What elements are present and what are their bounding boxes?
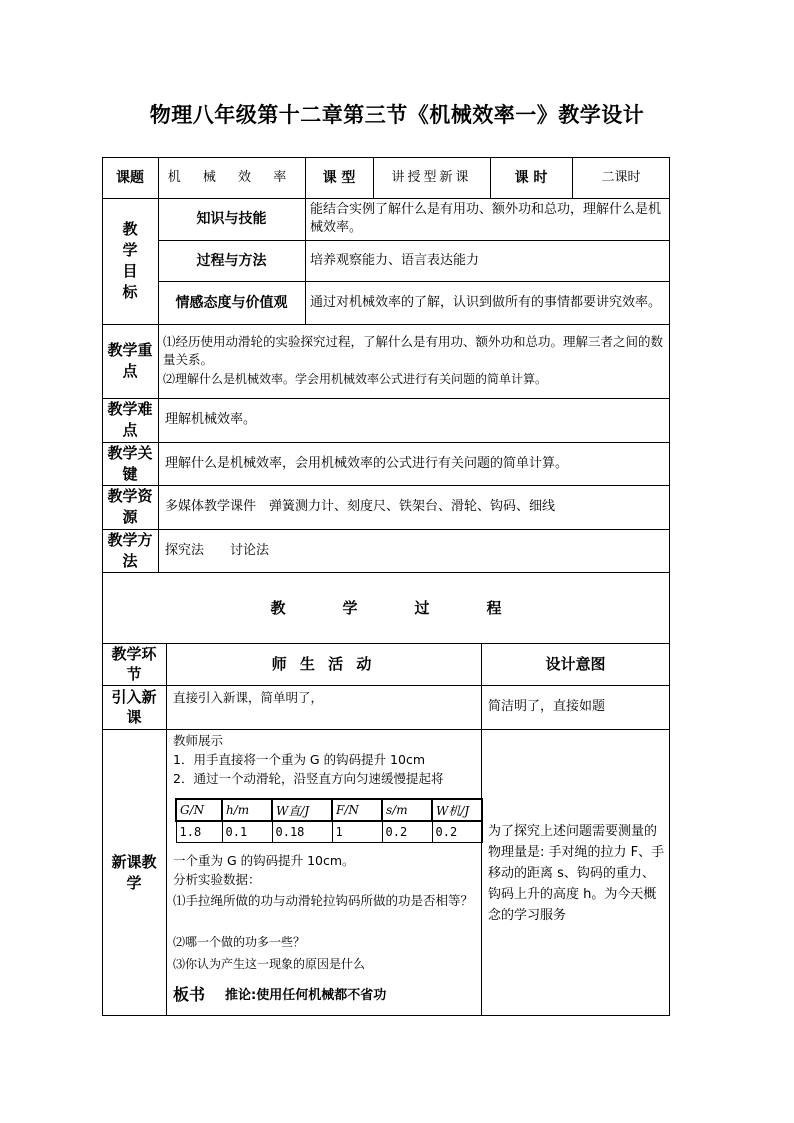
topic-value: 机 械 效 率: [167, 169, 296, 185]
table-header-row: [176, 799, 482, 821]
key-point-2: ⑵理解什么是机械效率。学会用机械效率公式进行有关问题的简单计算。: [163, 372, 548, 386]
experiment-data-table: [175, 798, 483, 843]
table-cell: 0.1: [222, 821, 272, 843]
rule: [102, 324, 670, 325]
objective-name: 情感态度与价值观: [175, 294, 288, 311]
question-2: ⑵哪一个做的功多一些？: [173, 935, 306, 949]
rule: [305, 198, 306, 324]
lesson-line: 分析实验数据：: [173, 872, 261, 887]
resources-text: 多媒体教学课件 弹簧测力计、刻度尺、铁架台、滑轮、钩码、细线: [165, 499, 556, 514]
objective-text: 通过对机械效率的了解，认识到做所有的事情都要讲究效率。: [310, 294, 662, 310]
table-cell: 0.2: [432, 821, 482, 843]
question-3: ⑶你认为产生这一现象的原因是什么: [173, 957, 366, 971]
process-heading: [102, 572, 670, 643]
type-value: 讲授型新课: [391, 169, 472, 185]
process-heading-char: 教: [270, 598, 286, 617]
process-heading-char: 程: [486, 598, 502, 617]
intro-activity: 直接引入新课，简单明了，: [173, 690, 324, 705]
difficulty-text: 理解机械效率。: [165, 412, 257, 427]
intro-intent: 简洁明了，直接如题: [488, 699, 606, 714]
objectives-label-cell: [102, 198, 158, 324]
new-lesson-intent: 为了探究上述问题需要测量的物理量是: 手对绳的拉力 F、手移动的距离 s、钩码的重力、钩码上升的高度 h。为今天概念的学习服务: [488, 824, 665, 923]
topic-label: 课题: [116, 169, 144, 186]
lesson-line: 一个重为 G 的钩码提升 10cm。: [173, 853, 355, 868]
table-cell: 0.2: [382, 821, 432, 843]
objective-name: 知识与技能: [196, 211, 267, 227]
new-lesson-stage: 新课教学: [111, 852, 157, 892]
table-cell: 1.8: [176, 821, 222, 843]
crux-label: 教学关键: [107, 443, 153, 483]
type-label: 课 型: [322, 169, 356, 186]
crux-text: 理解什么是机械效率，会用机械效率的公式进行有关问题的简单计算。: [165, 455, 569, 471]
board-text: 推论:使用任何机械都不省功: [225, 988, 387, 1003]
objective-name: 过程与方法: [196, 252, 267, 269]
table-header-cell: F/N: [332, 799, 382, 821]
intent-header: 设计意图: [545, 655, 606, 673]
rule: [102, 729, 670, 730]
intro-stage: 引入新课: [111, 688, 157, 726]
table-header-cell: W直/J: [272, 799, 332, 821]
table-row: [176, 821, 482, 843]
resources-label: 教学资源: [107, 487, 153, 526]
lesson-line: 教师展示: [173, 733, 224, 748]
rule: [166, 643, 167, 1016]
process-heading-char: 学: [342, 598, 358, 617]
hours-label: 课 时: [514, 169, 548, 186]
methods-label: 教学方法: [107, 530, 153, 570]
objective-text: 培养观察能力、语言表达能力: [310, 252, 480, 268]
lesson-line: 2．通过一个动滑轮，沿竖直方向匀速缓慢提起将: [173, 771, 444, 786]
objectives-label: 教学目标: [122, 220, 138, 301]
table-cell: 0.18: [272, 821, 332, 843]
lesson-line: 1．用手直接将一个重为 G 的钩码提升 10cm: [173, 752, 426, 767]
process-heading-char: 过: [414, 598, 430, 617]
table-cell: 1: [332, 821, 382, 843]
table-header-cell: W机/J: [432, 799, 482, 821]
activity-header: 师 生 活 动: [271, 655, 376, 673]
board-label: 板书: [173, 985, 206, 1004]
table-header-cell: h/m: [222, 799, 272, 821]
hours-value: 二课时: [601, 169, 641, 185]
objective-text: 能结合实例了解什么是有用功、额外功和总功，理解什么是机械效率。: [310, 202, 662, 235]
key-point-1: ⑴经历使用动滑轮的实验探究过程，了解什么是有用功、额外功和总功。理解三者之间的数量关系。: [163, 334, 664, 367]
key-points-label: 教学重点: [107, 341, 153, 380]
methods-text: 探究法 讨论法: [165, 542, 270, 558]
table-header-cell: s/m: [382, 799, 432, 821]
table-header-cell: G/N: [176, 799, 222, 821]
question-1: ⑴手拉绳所做的功与动滑轮拉钩码所做的功是否相等？: [173, 893, 474, 908]
difficulty-label: 教学难点: [107, 400, 153, 439]
page-title: 物理八年级第十二章第三节《机械效率一》教学设计: [149, 102, 645, 127]
stage-header: 教学环节: [111, 645, 157, 683]
